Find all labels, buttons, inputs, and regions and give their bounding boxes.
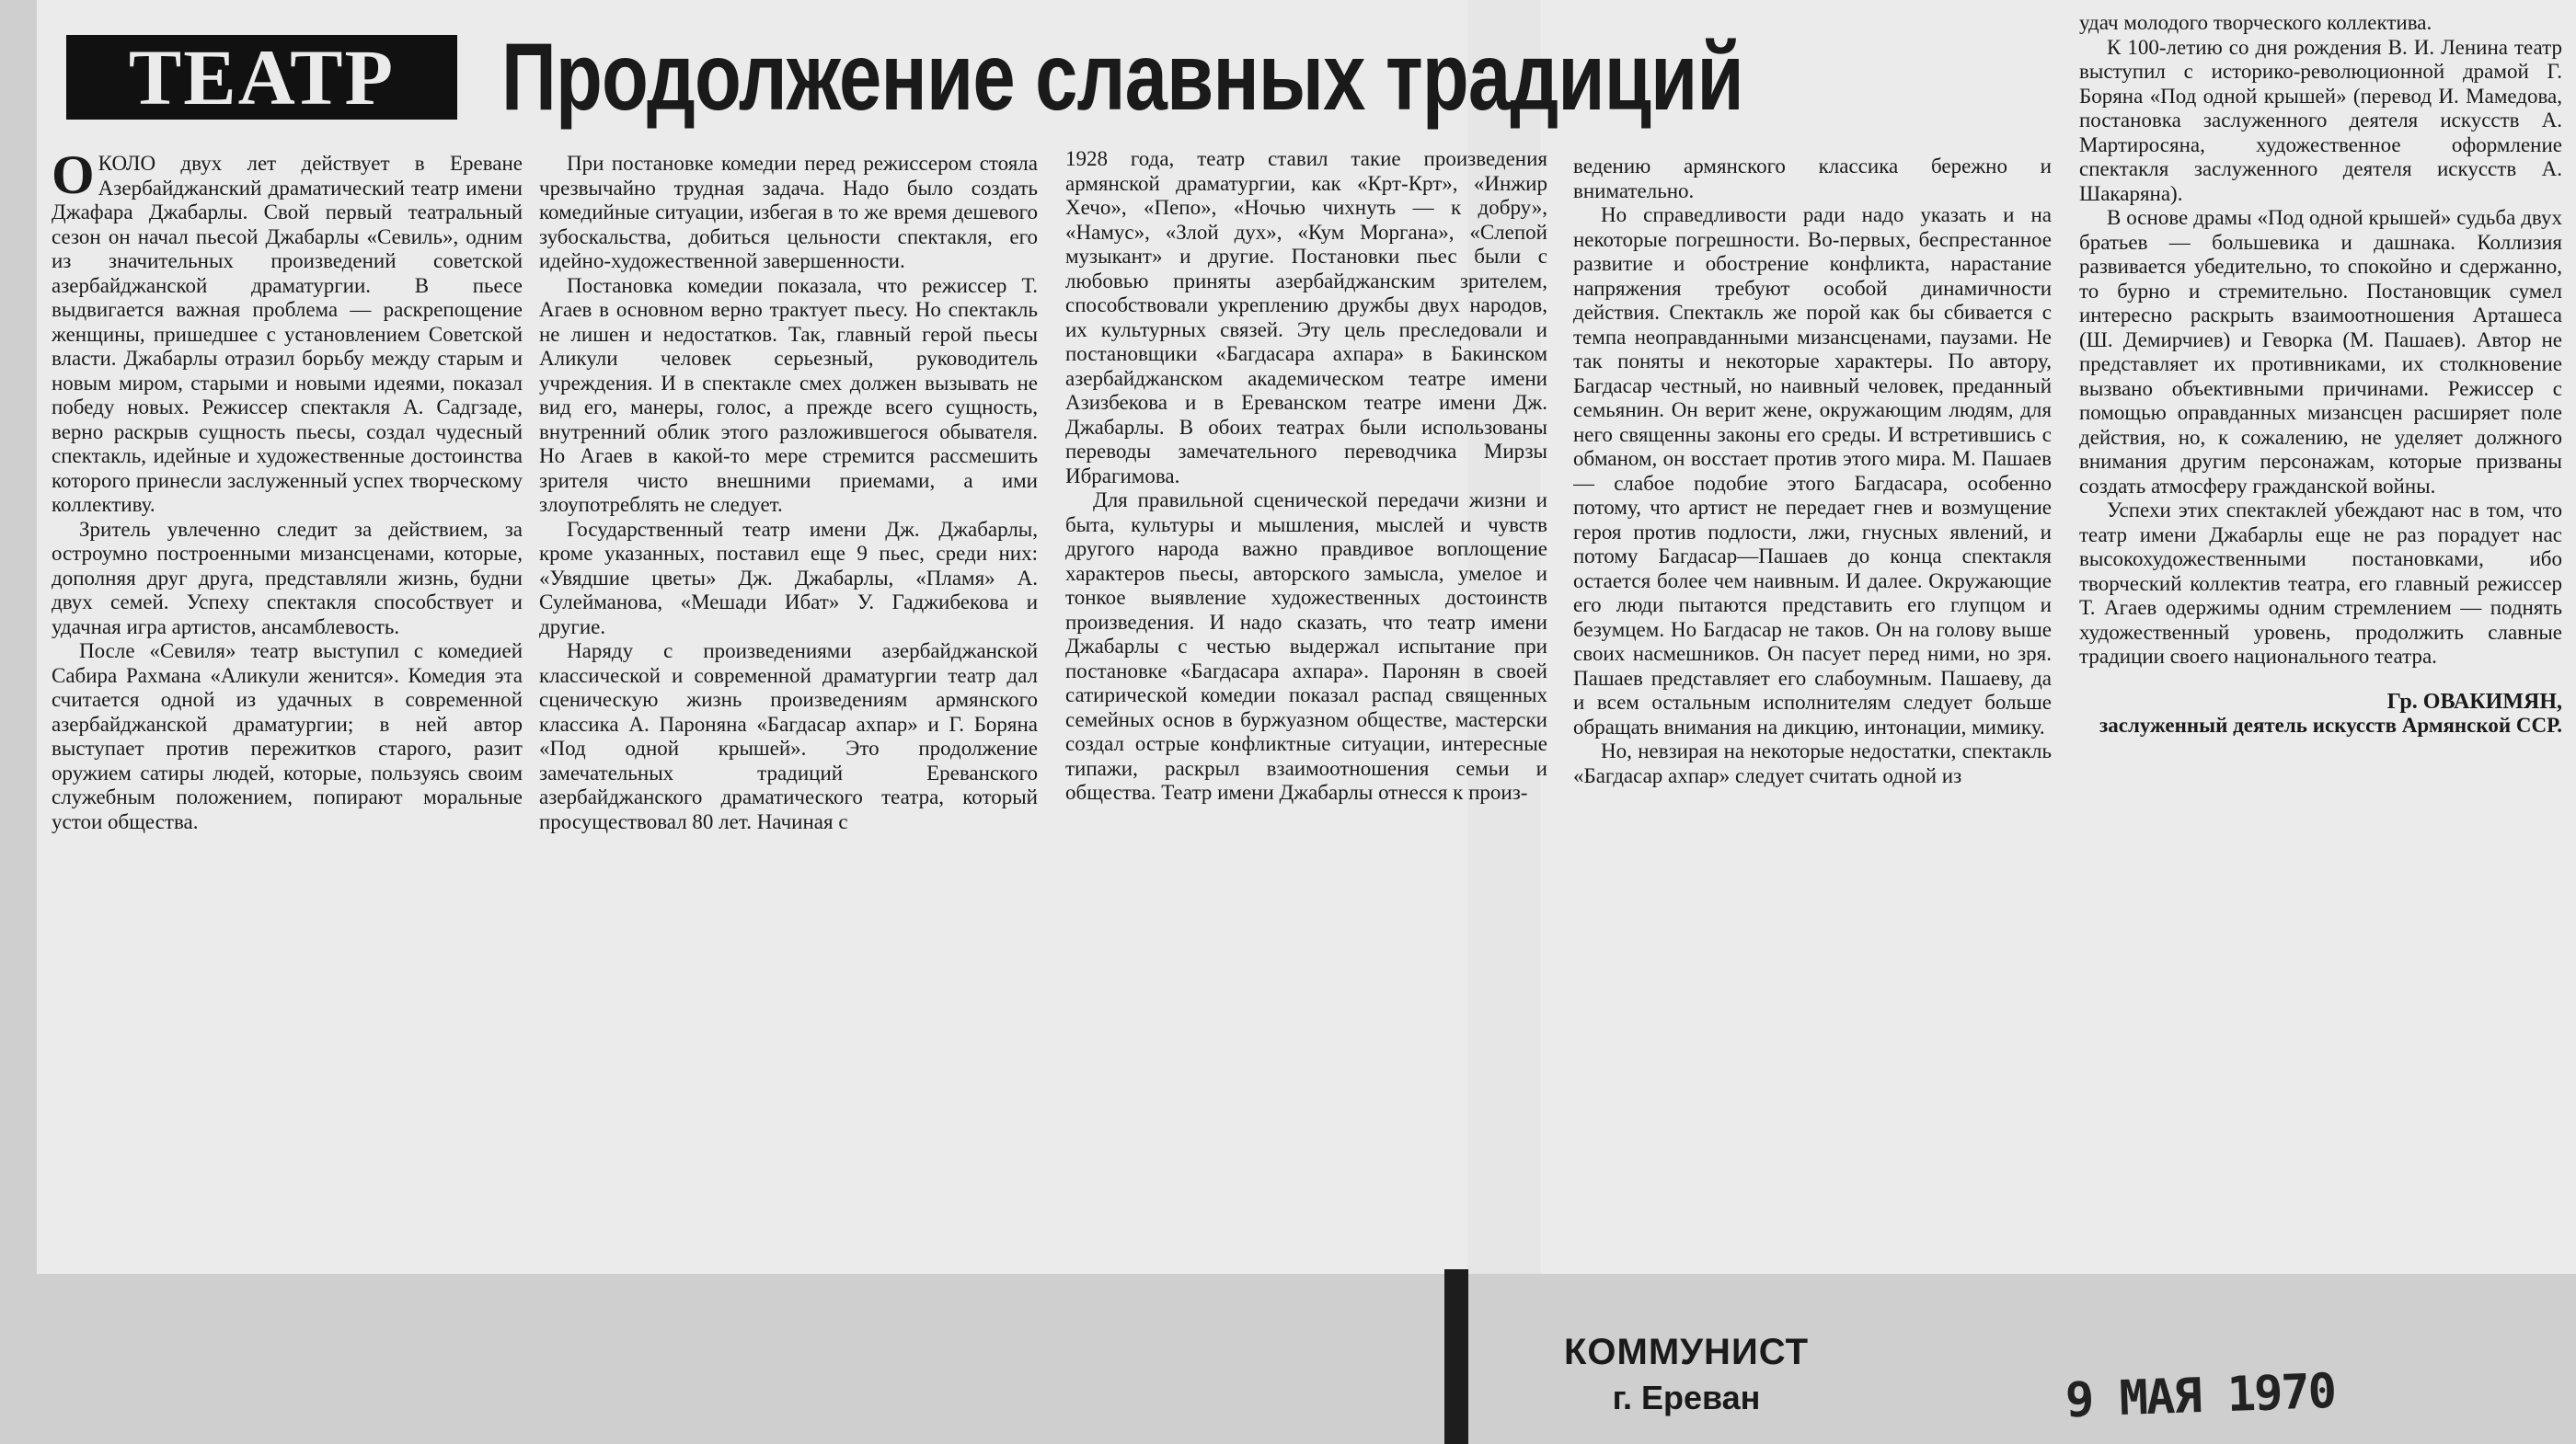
- paragraph: Постановка комедии показала, что режиссер Т. Агаев в основном верно трактует пьесу. Но спектакль не лишен и недостатков. Так, главный герой пьесы Аликули человек серьезный, руководитель учреждения. И в спектакле смех должен вызывать не вид его, манеры, голос, а прежде всего сущность, внутренний облик этого разложившегося обывателя. Но Агаев в какой-то мере стремится рассмешить зрителя чисто внешними приемами, а ими злоупотреблять не следует.: [539, 273, 1038, 516]
- column-4: [1573, 155, 2052, 1258]
- author-title: заслуженный деятель искусств Армянской ССР.: [2099, 714, 2562, 737]
- paragraph: Но, невзирая на некоторые недостатки, спектакль «Багдасар ахпар» следует считать одной из: [1573, 739, 2052, 787]
- newspaper-name: КОММУНИСТ: [1564, 1332, 1810, 1372]
- source-stamp: [1564, 1332, 1809, 1417]
- paragraph: Но справедливости ради надо указать и на некоторые погрешности. Во-первых, беспрестанное развитие и обострение конфликта, нарастание напряжения требуют особой динамичности действия. Спектакль же порой как бы сбивается с темпа неоправданными мизансценами, паузами. Не так поняты и некоторые характеры. По автору, Багдасар честный, но наивный человек, преданный семьянин. Он верит жене, окружающим людям, для него священны законы его среды. И встретившись с обманом, он восстает против этого мира. М. Пашаев — слабое подобие этого Багдасара, особенно потому, что артист не передает гнев и возмущение героя против подлости, лжи, гнусных явлений, и потому Багдасар—Пашаев до конца спектакля остается более чем наивным. И далее. Окружающие его люди пытаются представить его глупцом и безумцем. Но Багдасар не таков. Он на голову выше своих насмешников. Он пасует перед ними, но зря. Пашаев представляет его слабоумным. Пашаеву, да и всем остальным исполнителям следует больше обращать внимания на дикцию, интонации, мимику.: [1573, 203, 2052, 739]
- column-3: [1065, 147, 1547, 1251]
- paragraph: Для правильной сценической передачи жизни и быта, культуры и мышления, мыслей и чувств другого народа важно правдивое воплощение характеров пьесы, авторского замысла, умелое и тонкое выявление художественных достоинств произведения. И надо сказать, что театр имени Джабарлы с честью выдержал испытание при постановке «Багдасара ахпара». Паронян в своей сатирической комедии показал распад священных семейных основ в буржуазном обществе, мастерски создал острые конфликтные ситуации, интересные типажи, раскрыл взаимоотношения семьи и общества. Театр имени Джабарлы отнесся к произ-: [1065, 488, 1547, 804]
- column-1: [52, 152, 523, 1255]
- paragraph-text: КОЛО двух лет действует в Ереване Азербайджанский драматический театр имени Джафара Джабарлы. Свой первый театральный сезон он начал пьесой Джабарлы «Севиль», одним из значительных произведений советской азербайджанской драматургии. В пьесе выдвигается важная проблема — раскрепощение женщины, пришедшее с установлением Советской власти. Джабарлы отразил борьбу между старым и новым миром, старыми и новыми идеями, показал победу новых. Режиссер спектакля А. Садгзаде, верно раскрыв сущность пьесы, создал чудесный спектакль, идейные и художественные достоинства которого принесли заслуженный успех творческому коллективу.: [52, 152, 523, 516]
- date-stamp: 9 МАЯ 1970: [2064, 1363, 2337, 1429]
- newspaper-city: г. Ереван: [1612, 1379, 1761, 1416]
- paragraph: ведению армянского классика бережно и внимательно.: [1573, 155, 2052, 202]
- paragraph: К 100-летию со дня рождения В. И. Ленина театр выступил с историко-революционной драмой Г. Боряна «Под одной крышей» (перевод И. Мамедова, постановка заслуженного деятеля искусств А. Мартиросяна, художественное оформление спектакля заслуженного деятеля искусств А. Шакаряна).: [2079, 35, 2562, 205]
- paragraph: Успехи этих спектаклей убеждают нас в том, что театр имени Джабарлы еще не раз порадует нас высокохудожественными постановками, ибо творческий коллектив театра, его главный режиссер Т. Агаев одержимы одним стремлением — поднять художественный уровень, продолжить славные традиции своего национального театра.: [2079, 499, 2562, 668]
- paragraph: удач молодого творческого коллектива.: [2079, 11, 2432, 34]
- paragraph: Наряду с произведениями азербайджанской классической и современной драматургии театр дал сценическую жизнь произведениям армянского классика А. Пароняна «Багдасар ахпар» и Г. Боряна «Под одной крышей». Это продолжение замечательных традиций Ереванского азербайджанского драматического театра, который просуществовал 80 лет. Начиная с: [539, 639, 1038, 833]
- paragraph: Зритель увлеченно следит за действием, за остроумно построенными мизансценами, которые, дополняя друг друга, представляли жизнь, будни двух семей. Успеху спектакля способствует и удачная игра артистов, ансамблевость.: [52, 517, 523, 638]
- paragraph: После «Севиля» театр выступил с комедией Сабира Рахмана «Аликули женится». Комедия эта считается одной из удачных в современной азербайджанской драматургии; в ней автор выступает против пережитков старого, разит оружием сатиры людей, которые, пользуясь своим служебным положением, попирают моральные устои общества.: [52, 639, 523, 833]
- paper-edge: [1444, 1269, 1468, 1444]
- column-5: [2079, 11, 2562, 1207]
- paragraph: В основе драмы «Под одной крышей» судьба двух братьев — большевика и дашнака. Коллизия развивается убедительно, то спокойно и сдержанно, то бурно и стремительно. Постановщик сумел интересно раскрыть взаимоотношения Арташеса (Ш. Демирчиев) и Геворка (М. Пашаев). Автор не представляет их противниками, их столкновение вызвано объективными причинами. Режиссер с помощью оправданных мизансцен расширяет поле действия, но, к сожалению, не уделяет должного внимания другим персонажам, которые призваны создать атмосферу гражданской войны.: [2079, 206, 2562, 498]
- paragraph: [52, 152, 523, 518]
- paragraph: 1928 года, театр ставил такие произведения армянской драматургии, как «Крт-Крт», «Инжир Хечо», «Пепо», «Ночью чихнуть — к добру», «Намус», «Злой дух», «Кум Моргана», «Слепой музыкант» и другие. Постановки пьес были с любовью приняты азербайджанским зрителем, способствовали укреплению дружбы двух народов, их культурных связей. Эту цель преследовали и постановщики «Багдасара ахпара» в Бакинском азербайджанском академическом театре имени Азизбекова и в Ереванском театре имени Дж. Джабарлы. В обоих театрах были использованы переводы замечательного переводчика Мирзы Ибрагимова.: [1065, 147, 1547, 487]
- paragraph: Государственный театр имени Дж. Джабарлы, кроме указанных, поставил еще 9 пьес, среди них: «Увядшие цветы» Дж. Джабарлы, «Пламя» А. Сулейманова, «Мешади Ибат» У. Гаджибекова и другие.: [539, 517, 1038, 638]
- drop-cap: О: [52, 152, 95, 205]
- column-2: [539, 152, 1038, 1255]
- paragraph: При постановке комедии перед режиссером стояла чрезвычайно трудная задача. Надо было создать комедийные ситуации, избегая в то же время дешевого зубоскальства, добиться цельности спектакля, его идейно-художественной завершенности.: [539, 152, 1038, 272]
- rubric-label: ТЕАТР: [66, 35, 457, 120]
- article-headline: Продолжение славных традиций: [501, 24, 1743, 131]
- author-signature: [2079, 690, 2562, 739]
- author-name: Гр. ОВАКИМЯН,: [2386, 689, 2562, 714]
